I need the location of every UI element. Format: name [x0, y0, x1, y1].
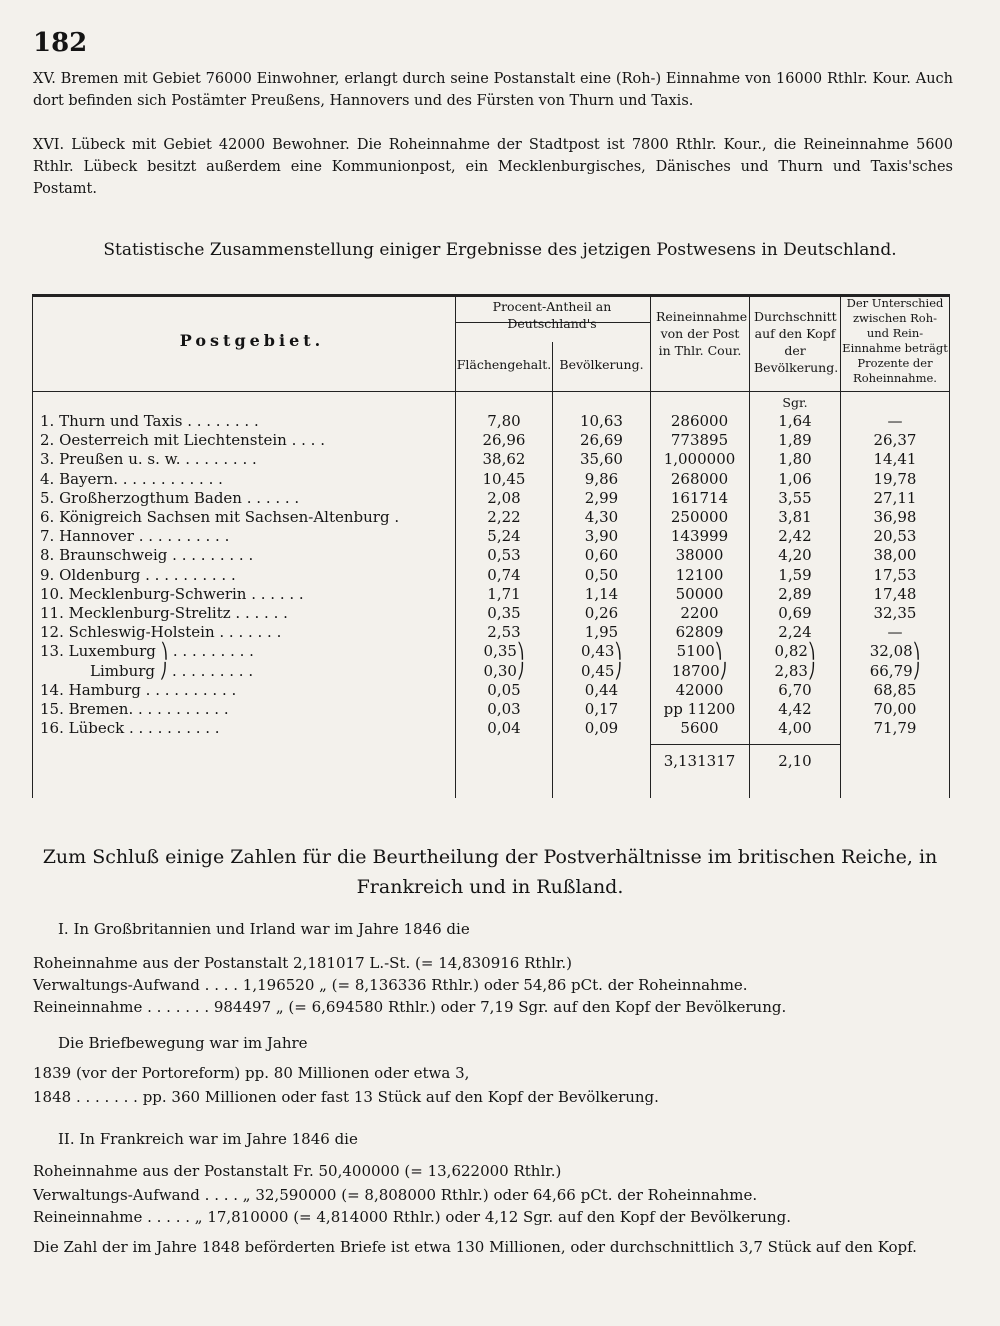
cell-reineinnahme: 143999 — [670, 527, 729, 546]
cell-unterschied: 27,11 — [873, 488, 917, 507]
cell-bevoelkerung: 1,14 — [584, 584, 619, 603]
cell-flaechengehalt: 0,05 — [487, 680, 521, 699]
paragraph-xvi: XVI. Lübeck mit Gebiet 42000 Bewohner. Die Roheinnahme der Stadtpost ist 7800 Rthlr. Kour., die Reineinnahme 5600 Rthlr. Lübeck besitzt außerdem eine Kommunionpost, ein Mecklenburgisches, Dänisches und Thurn und Taxis'sches Postamt. — [33, 137, 953, 197]
cell-flaechengehalt: 38,62 — [482, 450, 526, 469]
gb-verwaltung: Verwaltungs-Aufwand . . . . 1,196520 „ (= 8,136336 Rthlr.) oder 54,86 pCt. der Roheinnahme. — [33, 976, 748, 994]
header-durchschnitt: Durchschnitt auf den Kopf der Bevölkerung. — [754, 309, 839, 375]
cell-postgebiet: 12. Schleswig-Holstein . . . . . . . — [40, 623, 282, 642]
cell-reineinnahme: 1,000000 — [663, 450, 736, 469]
total-durchschnitt: 2,10 — [778, 752, 812, 770]
cell-durchschnitt: 1,06 — [778, 469, 812, 488]
cell-postgebiet: 11. Mecklenburg-Strelitz . . . . . . — [40, 604, 288, 622]
cell-reineinnahme: 250000 — [670, 508, 729, 526]
cell-reineinnahme: 773895 — [670, 431, 729, 450]
cell-durchschnitt: 2,24 — [778, 623, 812, 642]
header-unterschied: Der Unterschied zwischen Roh- und Rein-Einnahme beträgt Prozente der Roheinnahme. — [842, 296, 948, 385]
cell-durchschnitt: 2,42 — [778, 527, 812, 546]
fr-reineinnahme: Reineinnahme . . . . . „ 17,810000 (= 4,814000 Rthlr.) oder 4,12 Sgr. auf den Kopf der Bevölkerung. — [33, 1208, 792, 1226]
cell-bevoelkerung: 0,43⎞ — [581, 642, 622, 661]
cell-postgebiet: Limburg ⎠ . . . . . . . . . — [90, 661, 254, 680]
cell-durchschnitt: 4,42 — [778, 700, 812, 718]
cell-flaechengehalt: 2,22 — [487, 508, 521, 526]
closing-heading-line2: Frankreich und in Rußland. — [356, 876, 624, 898]
cell-reineinnahme: 268000 — [670, 469, 729, 488]
cell-postgebiet: 2. Oesterreich mit Liechtenstein . . . . — [40, 431, 325, 450]
cell-durchschnitt: 1,59 — [778, 565, 812, 584]
cell-unterschied: 26,37 — [873, 431, 917, 450]
cell-postgebiet: 4. Bayern. . . . . . . . . . . . — [40, 469, 223, 488]
cell-unterschied: 38,00 — [873, 546, 917, 565]
cell-flaechengehalt: 5,24 — [487, 527, 521, 546]
cell-reineinnahme: 161714 — [670, 488, 729, 507]
cell-durchschnitt: 3,55 — [778, 488, 812, 507]
gb-briefbewegung: Die Briefbewegung war im Jahre — [58, 1034, 308, 1052]
cell-postgebiet: 6. Königreich Sachsen mit Sachsen-Altenburg . — [40, 508, 400, 526]
cell-bevoelkerung: 0,17 — [584, 700, 619, 718]
cell-bevoelkerung: 0,26 — [584, 604, 619, 622]
cell-durchschnitt: 1,89 — [778, 431, 812, 450]
fr-intro: II. In Frankreich war im Jahre 1846 die — [58, 1130, 358, 1148]
cell-flaechengehalt: 10,45 — [482, 469, 526, 488]
cell-unterschied: 68,85 — [873, 680, 917, 699]
cell-reineinnahme: pp 11200 — [663, 700, 736, 718]
cell-flaechengehalt: 0,04 — [487, 719, 521, 738]
cell-postgebiet: 16. Lübeck . . . . . . . . . . — [40, 719, 220, 738]
cell-reineinnahme: 5100⎞ — [676, 642, 723, 661]
cell-unterschied: 71,79 — [873, 719, 917, 738]
cell-postgebiet: 7. Hannover . . . . . . . . . . — [40, 527, 230, 546]
cell-durchschnitt: 0,82⎞ — [774, 642, 816, 661]
cell-bevoelkerung: 0,44 — [584, 680, 619, 699]
cell-bevoelkerung: 9,86 — [584, 469, 619, 488]
gb-brief-1848: 1848 . . . . . . . pp. 360 Millionen oder fast 13 Stück auf den Kopf der Bevölkerung. — [33, 1088, 659, 1106]
cell-bevoelkerung: 2,99 — [584, 488, 619, 507]
cell-postgebiet: 15. Bremen. . . . . . . . . . . — [40, 700, 229, 718]
cell-reineinnahme: 38000 — [675, 546, 724, 565]
cell-postgebiet: 5. Großherzogthum Baden . . . . . . — [40, 488, 300, 507]
gb-intro: I. In Großbritannien und Irland war im Jahre 1846 die — [58, 920, 470, 938]
table-title: Statistische Zusammenstellung einiger Ergebnisse des jetzigen Postwesens in Deutschland. — [103, 240, 897, 260]
cell-unterschied: 20,53 — [873, 527, 917, 546]
cell-bevoelkerung: 35,60 — [580, 450, 623, 469]
cell-bevoelkerung: 0,09 — [584, 719, 619, 738]
cell-bevoelkerung: 3,90 — [584, 527, 619, 546]
cell-postgebiet: 9. Oldenburg . . . . . . . . . . — [40, 565, 236, 584]
cell-unterschied: 70,00 — [873, 700, 917, 718]
cell-flaechengehalt: 0,53 — [487, 546, 521, 565]
cell-flaechengehalt: 7,80 — [487, 412, 521, 430]
cell-unterschied: 66,79⎠ — [869, 661, 921, 680]
statistics-table — [32, 294, 950, 798]
cell-unterschied: 36,98 — [873, 508, 917, 526]
cell-reineinnahme: 50000 — [675, 584, 724, 603]
header-bevoelkerung: Bevölkerung. — [559, 357, 644, 372]
cell-bevoelkerung: 4,30 — [584, 508, 619, 526]
cell-unterschied: 14,41 — [873, 450, 917, 469]
cell-durchschnitt: 6,70 — [778, 680, 812, 699]
cell-bevoelkerung: 26,69 — [580, 431, 623, 450]
closing-heading-line1: Zum Schluß einige Zahlen für die Beurtheilung der Postverhältnisse im britischen Reiche, in — [42, 846, 938, 868]
cell-unterschied: 32,08⎞ — [869, 642, 921, 661]
cell-flaechengehalt: 1,71 — [487, 584, 521, 603]
cell-durchschnitt: 4,20 — [778, 546, 812, 565]
cell-flaechengehalt: 0,03 — [487, 700, 521, 718]
cell-unterschied: 19,78 — [873, 469, 917, 488]
fr-verwaltung: Verwaltungs-Aufwand . . . . „ 32,590000 (= 8,808000 Rthlr.) oder 64,66 pCt. der Roheinnahme. — [33, 1186, 758, 1204]
cell-postgebiet: 8. Braunschweig . . . . . . . . . — [40, 546, 254, 565]
header-reineinnahme: Reineinnahme von der Post in Thlr. Cour. — [656, 309, 748, 358]
cell-flaechengehalt: 0,35⎞ — [483, 642, 525, 661]
cell-bevoelkerung: 10,63 — [580, 412, 623, 430]
header-procent-antheil: Procent-Antheil an Deutschland's — [492, 299, 612, 331]
page-number: 182 — [33, 28, 88, 58]
fr-roheinnahme: Roheinnahme aus der Postanstalt Fr. 50,400000 (= 13,622000 Rthlr.) — [33, 1162, 562, 1180]
cell-flaechengehalt: 26,96 — [482, 431, 526, 450]
cell-durchschnitt: 4,00 — [778, 719, 812, 738]
fr-briefe: Die Zahl der im Jahre 1848 beförderten Briefe ist etwa 130 Millionen, oder durchschnittlich 3,7 Stück auf den Kopf. — [33, 1238, 917, 1256]
cell-flaechengehalt: 0,35 — [487, 604, 521, 622]
cell-flaechengehalt: 0,30⎠ — [483, 661, 525, 680]
cell-flaechengehalt: 2,08 — [487, 488, 521, 507]
cell-reineinnahme: 12100 — [675, 565, 724, 584]
paragraph-xv: XV. Bremen mit Gebiet 76000 Einwohner, erlangt durch seine Postanstalt eine (Roh-) Einnahme von 16000 Rthlr. Kour. Auch dort befinden sich Postämter Preußens, Hannovers und des Fürsten von Thurn und Taxis. — [33, 71, 953, 109]
cell-postgebiet: 3. Preußen u. s. w. . . . . . . . . — [40, 450, 257, 469]
cell-durchschnitt: 2,89 — [778, 584, 812, 603]
gb-roheinnahme: Roheinnahme aus der Postanstalt 2,181017 L.-St. (= 14,830916 Rthlr.) — [33, 954, 573, 972]
cell-reineinnahme: 286000 — [670, 412, 729, 430]
cell-postgebiet: 13. Luxemburg ⎞ . . . . . . . . . — [40, 642, 254, 661]
header-postgebiet: Postgebiet. — [179, 331, 325, 350]
cell-postgebiet: 1. Thurn und Taxis . . . . . . . . — [40, 412, 259, 430]
cell-unterschied: — — [887, 623, 903, 642]
cell-reineinnahme: 2200 — [680, 604, 719, 622]
cell-bevoelkerung: 0,45⎠ — [581, 661, 622, 680]
total-reineinnahme: 3,131317 — [663, 752, 736, 770]
cell-bevoelkerung: 0,50 — [584, 565, 619, 584]
cell-flaechengehalt: 2,53 — [487, 623, 521, 642]
cell-bevoelkerung: 0,60 — [584, 546, 619, 565]
header-flaechengehalt: Flächengehalt. — [456, 357, 552, 372]
cell-durchschnitt: 2,83⎠ — [774, 661, 816, 680]
cell-durchschnitt: 1,80 — [778, 450, 812, 469]
cell-durchschnitt: 3,81 — [778, 508, 812, 526]
cell-flaechengehalt: 0,74 — [487, 565, 521, 584]
cell-unterschied: 32,35 — [873, 604, 917, 622]
gb-brief-1839: 1839 (vor der Portoreform) pp. 80 Millionen oder etwa 3, — [33, 1064, 470, 1082]
cell-postgebiet: 14. Hamburg . . . . . . . . . . — [40, 680, 237, 699]
unit-sgr: Sgr. — [782, 395, 808, 410]
cell-bevoelkerung: 1,95 — [584, 623, 619, 642]
cell-reineinnahme: 42000 — [675, 680, 724, 699]
cell-reineinnahme: 18700⎠ — [671, 661, 728, 680]
cell-postgebiet: 10. Mecklenburg-Schwerin . . . . . . — [40, 584, 304, 603]
gb-reineinnahme: Reineinnahme . . . . . . . 984497 „ (= 6,694580 Rthlr.) oder 7,19 Sgr. auf den Kopf der Bevölkerung. — [33, 998, 787, 1016]
cell-durchschnitt: 1,64 — [778, 412, 812, 430]
cell-unterschied: 17,53 — [873, 565, 917, 584]
cell-reineinnahme: 5600 — [680, 719, 719, 738]
cell-reineinnahme: 62809 — [675, 623, 724, 642]
cell-durchschnitt: 0,69 — [778, 604, 812, 622]
cell-unterschied: — — [887, 412, 903, 430]
cell-unterschied: 17,48 — [873, 584, 917, 603]
